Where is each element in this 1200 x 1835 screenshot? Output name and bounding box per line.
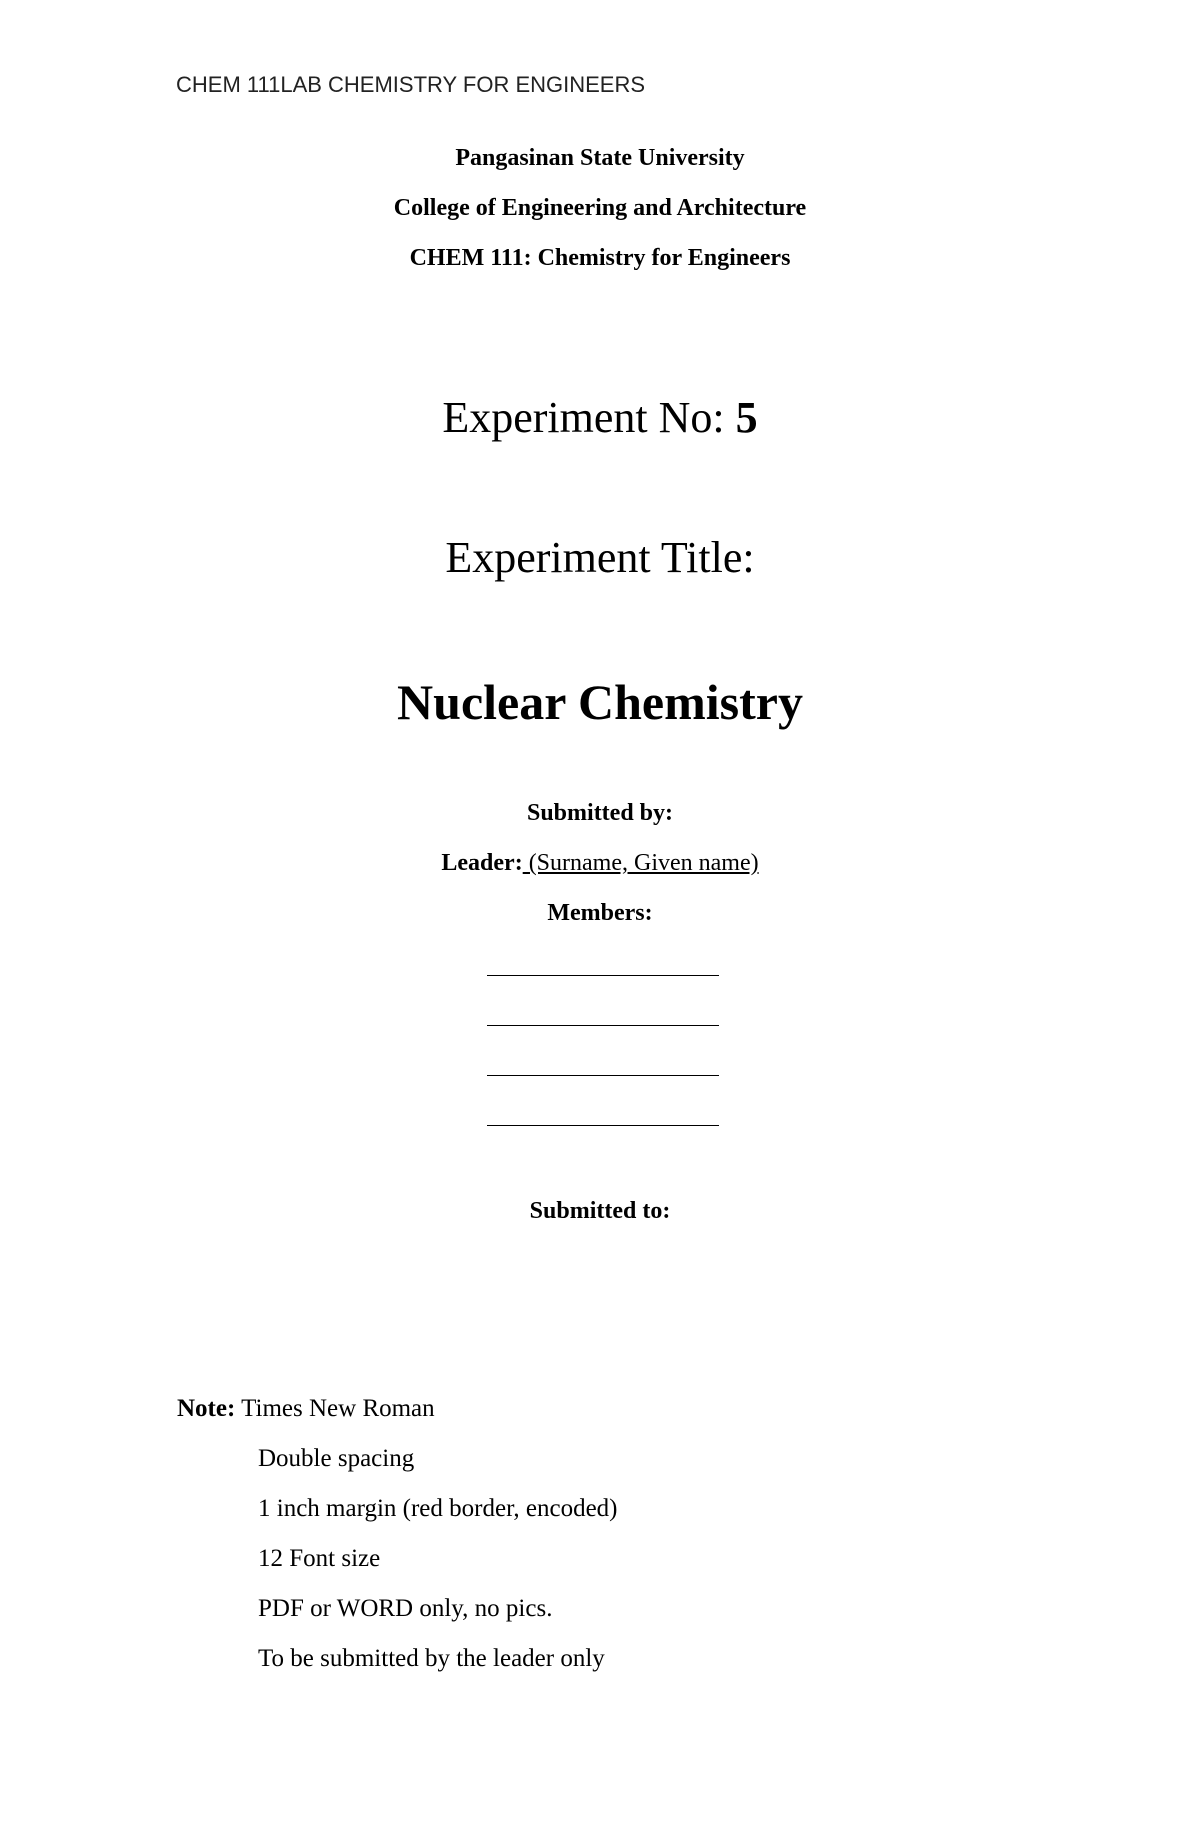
member-blank-line bbox=[487, 1075, 719, 1076]
note-item: PDF or WORD only, no pics. bbox=[258, 1595, 553, 1622]
member-blank-line bbox=[487, 975, 719, 976]
experiment-title-label: Experiment Title: bbox=[445, 533, 755, 582]
note-first-item: Times New Roman bbox=[241, 1395, 435, 1422]
university-name: Pangasinan State University bbox=[455, 145, 745, 171]
note-item: To be submitted by the leader only bbox=[258, 1645, 605, 1672]
member-blank-line bbox=[487, 1025, 719, 1026]
note-label: Note: bbox=[177, 1395, 236, 1422]
note-item: 12 Font size bbox=[258, 1545, 381, 1572]
experiment-number bbox=[0, 392, 1200, 443]
member-blank-line bbox=[487, 1125, 719, 1126]
submitted-to-label: Submitted to: bbox=[529, 1198, 671, 1224]
note-item: Double spacing bbox=[258, 1445, 415, 1472]
page-header: CHEM 111LAB CHEMISTRY FOR ENGINEERS bbox=[176, 72, 646, 97]
experiment-title: Nuclear Chemistry bbox=[397, 674, 803, 730]
note-line bbox=[177, 1395, 435, 1423]
experiment-number-value: 5 bbox=[735, 393, 758, 442]
leader-value: (Surname, Given name) bbox=[522, 850, 759, 876]
leader-line bbox=[0, 850, 1200, 877]
note-item: 1 inch margin (red border, encoded) bbox=[258, 1495, 618, 1522]
submitted-by-label: Submitted by: bbox=[526, 800, 674, 826]
leader-label: Leader: bbox=[441, 850, 523, 876]
college-name: College of Engineering and Architecture bbox=[393, 195, 807, 221]
members-label: Members: bbox=[547, 900, 653, 926]
course-name: CHEM 111: Chemistry for Engineers bbox=[409, 245, 791, 271]
experiment-number-label: Experiment No: bbox=[442, 393, 725, 442]
